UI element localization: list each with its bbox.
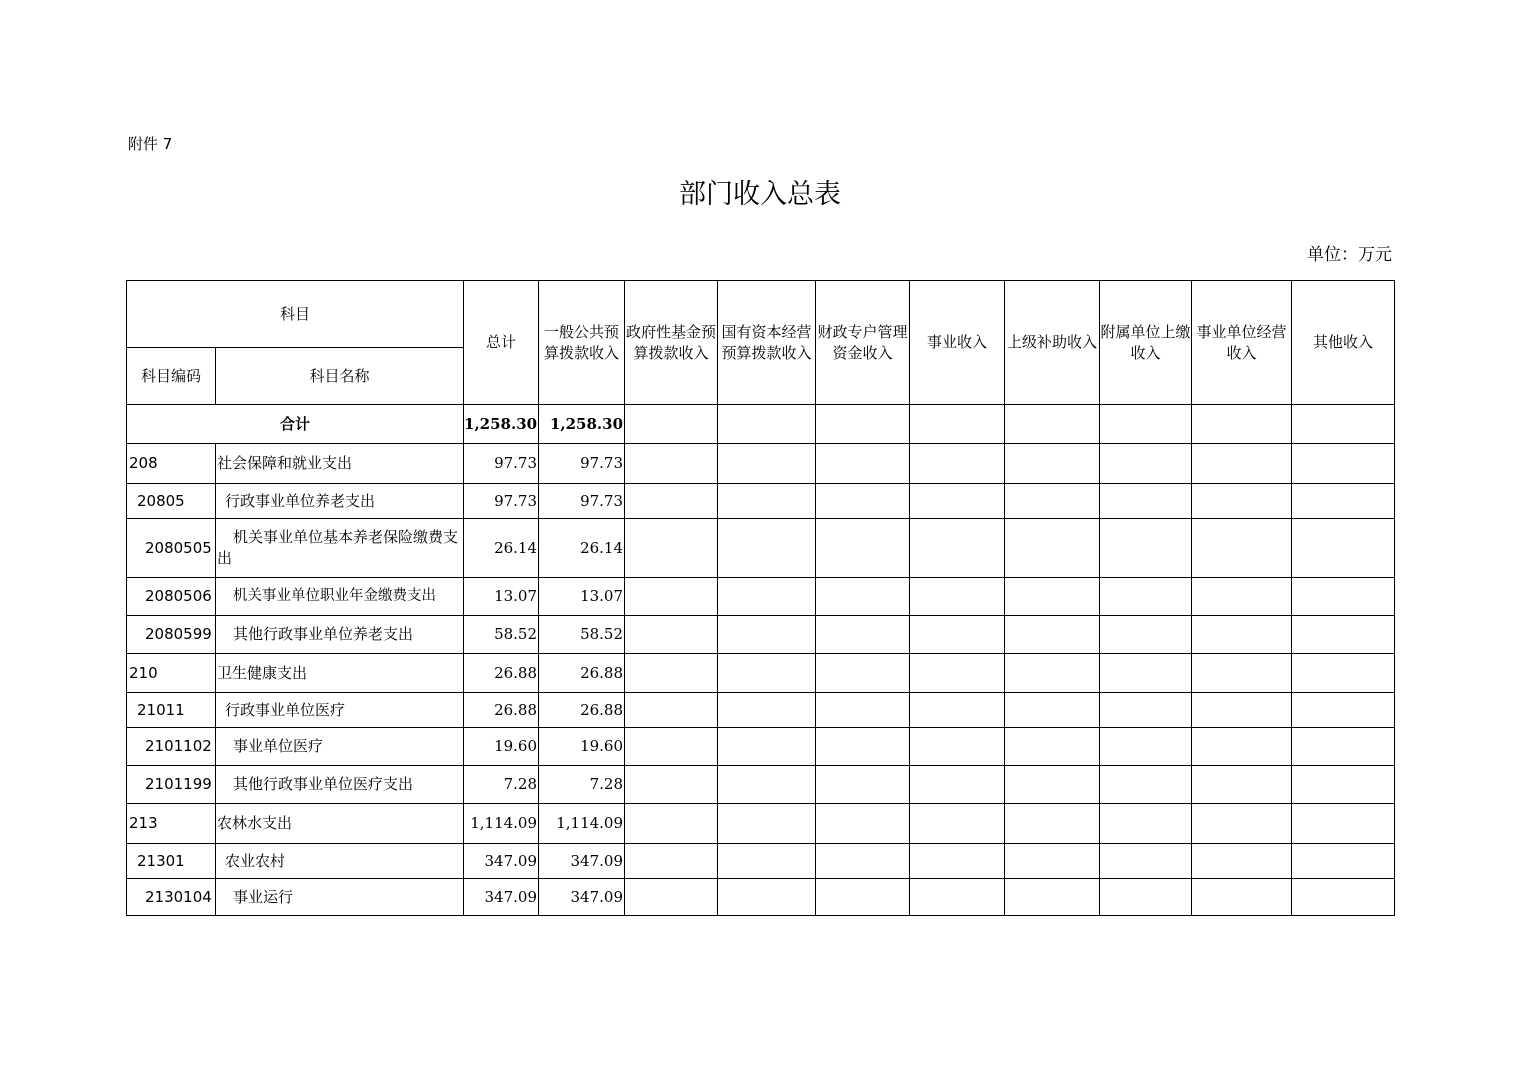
table-row — [127, 728, 1395, 766]
row-total: 26.88 — [464, 693, 539, 728]
row-code: 2130104 — [127, 879, 216, 916]
empty-cell — [1100, 616, 1192, 654]
empty-cell — [1005, 844, 1100, 879]
empty-cell — [1292, 766, 1395, 804]
page-title: 部门收入总表 — [679, 179, 841, 210]
row-name: 机关事业单位职业年金缴费支出 — [216, 578, 464, 616]
empty-cell — [910, 654, 1005, 693]
empty-cell — [625, 693, 718, 728]
row-name: 事业单位医疗 — [216, 728, 464, 766]
empty-cell — [1005, 693, 1100, 728]
unit-label: 单位：万元 — [1307, 245, 1392, 265]
header-business: 事业收入 — [910, 281, 1005, 405]
row-general-budget: 26.88 — [539, 654, 625, 693]
empty-cell — [718, 519, 816, 578]
empty-cell — [1192, 879, 1292, 916]
empty-cell — [625, 844, 718, 879]
empty-cell — [1292, 879, 1395, 916]
income-table — [126, 280, 1395, 916]
table-row — [127, 879, 1395, 916]
empty-cell — [1192, 519, 1292, 578]
row-general-budget: 13.07 — [539, 578, 625, 616]
row-name: 其他行政事业单位医疗支出 — [216, 766, 464, 804]
empty-cell — [1005, 444, 1100, 484]
header-general-budget: 一般公共预算拨款收入 — [539, 281, 625, 405]
empty-cell — [1192, 405, 1292, 444]
empty-cell — [910, 693, 1005, 728]
total-row-total: 1,258.30 — [464, 405, 539, 444]
empty-cell — [1292, 844, 1395, 879]
table-row — [127, 693, 1395, 728]
empty-cell — [1100, 728, 1192, 766]
row-code: 21301 — [127, 844, 216, 879]
header-operating: 事业单位经营收入 — [1192, 281, 1292, 405]
empty-cell — [1100, 444, 1192, 484]
empty-cell — [1100, 844, 1192, 879]
empty-cell — [718, 578, 816, 616]
row-code: 210 — [127, 654, 216, 693]
row-total: 97.73 — [464, 484, 539, 519]
empty-cell — [910, 484, 1005, 519]
empty-cell — [1192, 444, 1292, 484]
empty-cell — [625, 654, 718, 693]
empty-cell — [816, 693, 910, 728]
empty-cell — [718, 484, 816, 519]
empty-cell — [1292, 578, 1395, 616]
empty-cell — [910, 804, 1005, 844]
table-row — [127, 766, 1395, 804]
empty-cell — [1292, 444, 1395, 484]
empty-cell — [816, 728, 910, 766]
empty-cell — [910, 728, 1005, 766]
row-name: 机关事业单位基本养老保险缴费支出 — [216, 519, 464, 578]
row-code: 21011 — [127, 693, 216, 728]
empty-cell — [910, 519, 1005, 578]
row-name: 事业运行 — [216, 879, 464, 916]
empty-cell — [816, 654, 910, 693]
empty-cell — [816, 879, 910, 916]
empty-cell — [910, 578, 1005, 616]
row-name: 行政事业单位养老支出 — [216, 484, 464, 519]
empty-cell — [718, 728, 816, 766]
empty-cell — [816, 519, 910, 578]
empty-cell — [1292, 693, 1395, 728]
row-total: 347.09 — [464, 879, 539, 916]
empty-cell — [718, 766, 816, 804]
row-name: 社会保障和就业支出 — [216, 444, 464, 484]
row-name: 农林水支出 — [216, 804, 464, 844]
empty-cell — [910, 879, 1005, 916]
empty-cell — [1005, 578, 1100, 616]
table-row — [127, 519, 1395, 578]
empty-cell — [910, 444, 1005, 484]
table-row — [127, 804, 1395, 844]
row-total: 97.73 — [464, 444, 539, 484]
row-general-budget: 58.52 — [539, 616, 625, 654]
row-total: 26.88 — [464, 654, 539, 693]
row-general-budget: 347.09 — [539, 879, 625, 916]
empty-cell — [1005, 519, 1100, 578]
header-other: 其他收入 — [1292, 281, 1395, 405]
empty-cell — [910, 616, 1005, 654]
empty-cell — [625, 444, 718, 484]
header-superior-subsidy: 上级补助收入 — [1005, 281, 1100, 405]
row-name: 行政事业单位医疗 — [216, 693, 464, 728]
empty-cell — [1100, 693, 1192, 728]
row-total: 19.60 — [464, 728, 539, 766]
row-general-budget: 26.14 — [539, 519, 625, 578]
empty-cell — [1005, 484, 1100, 519]
row-general-budget: 26.88 — [539, 693, 625, 728]
row-code: 2080505 — [127, 519, 216, 578]
row-general-budget: 7.28 — [539, 766, 625, 804]
empty-cell — [625, 804, 718, 844]
row-code: 20805 — [127, 484, 216, 519]
row-code: 2101199 — [127, 766, 216, 804]
empty-cell — [1005, 405, 1100, 444]
empty-cell — [1005, 804, 1100, 844]
header-code: 科目编码 — [127, 348, 216, 405]
empty-cell — [1192, 804, 1292, 844]
row-total: 7.28 — [464, 766, 539, 804]
row-general-budget: 97.73 — [539, 444, 625, 484]
row-total: 26.14 — [464, 519, 539, 578]
row-general-budget: 347.09 — [539, 844, 625, 879]
empty-cell — [1100, 484, 1192, 519]
empty-cell — [1100, 879, 1192, 916]
empty-cell — [625, 519, 718, 578]
empty-cell — [718, 879, 816, 916]
empty-cell — [1192, 578, 1292, 616]
empty-cell — [816, 484, 910, 519]
table-row — [127, 616, 1395, 654]
empty-cell — [1005, 616, 1100, 654]
table-row — [127, 654, 1395, 693]
empty-cell — [1192, 766, 1292, 804]
empty-cell — [910, 405, 1005, 444]
header-gov-fund: 政府性基金预算拨款收入 — [625, 281, 718, 405]
table-row — [127, 444, 1395, 484]
empty-cell — [718, 616, 816, 654]
row-code: 2101102 — [127, 728, 216, 766]
empty-cell — [718, 444, 816, 484]
empty-cell — [625, 484, 718, 519]
header-state-capital: 国有资本经营预算拨款收入 — [718, 281, 816, 405]
header-name: 科目名称 — [216, 348, 464, 405]
header-subject: 科目 — [127, 281, 464, 348]
row-general-budget: 1,114.09 — [539, 804, 625, 844]
row-code: 208 — [127, 444, 216, 484]
row-total: 347.09 — [464, 844, 539, 879]
empty-cell — [625, 879, 718, 916]
empty-cell — [1192, 484, 1292, 519]
empty-cell — [625, 405, 718, 444]
empty-cell — [1100, 519, 1192, 578]
empty-cell — [625, 728, 718, 766]
row-general-budget: 19.60 — [539, 728, 625, 766]
empty-cell — [1292, 519, 1395, 578]
empty-cell — [816, 804, 910, 844]
empty-cell — [1292, 804, 1395, 844]
empty-cell — [718, 804, 816, 844]
empty-cell — [1292, 405, 1395, 444]
row-name: 农业农村 — [216, 844, 464, 879]
empty-cell — [1192, 728, 1292, 766]
total-row-general-budget: 1,258.30 — [539, 405, 625, 444]
empty-cell — [625, 766, 718, 804]
empty-cell — [1292, 616, 1395, 654]
empty-cell — [1005, 766, 1100, 804]
empty-cell — [1005, 879, 1100, 916]
empty-cell — [1192, 616, 1292, 654]
row-code: 2080599 — [127, 616, 216, 654]
empty-cell — [1292, 728, 1395, 766]
empty-cell — [1100, 654, 1192, 693]
row-general-budget: 97.73 — [539, 484, 625, 519]
row-total: 1,114.09 — [464, 804, 539, 844]
empty-cell — [718, 654, 816, 693]
table-row — [127, 484, 1395, 519]
empty-cell — [1100, 766, 1192, 804]
empty-cell — [1005, 728, 1100, 766]
empty-cell — [1100, 405, 1192, 444]
empty-cell — [816, 444, 910, 484]
row-total: 58.52 — [464, 616, 539, 654]
row-total: 13.07 — [464, 578, 539, 616]
empty-cell — [816, 616, 910, 654]
attachment-label: 附件 7 — [128, 135, 173, 153]
empty-cell — [625, 616, 718, 654]
empty-cell — [1192, 693, 1292, 728]
total-row-label: 合计 — [127, 405, 464, 444]
row-code: 213 — [127, 804, 216, 844]
table-row — [127, 844, 1395, 879]
empty-cell — [816, 844, 910, 879]
empty-cell — [1100, 804, 1192, 844]
table-row — [127, 578, 1395, 616]
empty-cell — [1192, 654, 1292, 693]
empty-cell — [816, 766, 910, 804]
empty-cell — [718, 405, 816, 444]
empty-cell — [625, 578, 718, 616]
empty-cell — [1100, 578, 1192, 616]
empty-cell — [718, 844, 816, 879]
row-code: 2080506 — [127, 578, 216, 616]
row-name: 其他行政事业单位养老支出 — [216, 616, 464, 654]
empty-cell — [1192, 844, 1292, 879]
empty-cell — [1005, 654, 1100, 693]
empty-cell — [1292, 654, 1395, 693]
empty-cell — [718, 693, 816, 728]
empty-cell — [1292, 484, 1395, 519]
empty-cell — [816, 405, 910, 444]
row-name: 卫生健康支出 — [216, 654, 464, 693]
empty-cell — [816, 578, 910, 616]
header-special-account: 财政专户管理资金收入 — [816, 281, 910, 405]
empty-cell — [910, 844, 1005, 879]
header-total: 总计 — [464, 281, 539, 405]
header-affiliated: 附属单位上缴收入 — [1100, 281, 1192, 405]
empty-cell — [910, 766, 1005, 804]
